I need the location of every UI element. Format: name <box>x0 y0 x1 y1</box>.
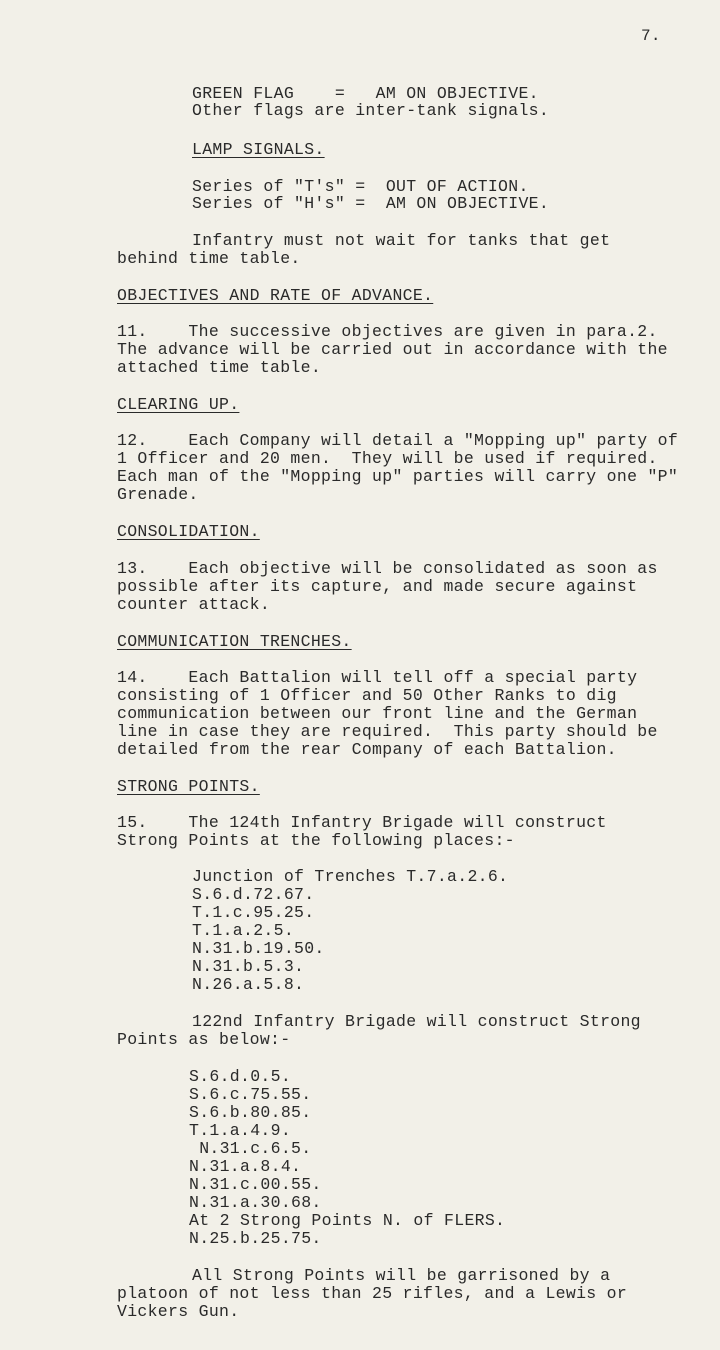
consolidation-paragraph-line: 13. Each objective will be consolidated as soon as <box>117 559 658 578</box>
flag-signal-line: GREEN FLAG = AM ON OBJECTIVE. <box>192 84 539 103</box>
strong-point-122-item: S.6.c.75.55. <box>189 1085 312 1104</box>
clearing-paragraph-line: Each man of the "Mopping up" parties will carry one "P" <box>117 467 679 486</box>
strong-point-124-item: S.6.d.72.67. <box>192 885 315 904</box>
flag-signal-line: Other flags are inter-tank signals. <box>192 101 550 120</box>
garrison-paragraph-line: All Strong Points will be garrisoned by a <box>192 1266 611 1285</box>
brigade-122-intro-line: 122nd Infantry Brigade will construct Strong <box>192 1012 641 1031</box>
clearing-paragraph-line: 12. Each Company will detail a "Mopping up" party of <box>117 431 679 450</box>
strong-point-124-item: N.31.b.5.3. <box>192 957 305 976</box>
strong-points-intro-line: Strong Points at the following places:- <box>117 831 515 850</box>
infantry-note-line: Infantry must not wait for tanks that get <box>192 231 611 250</box>
strong-point-122-item: At 2 Strong Points N. of FLERS. <box>189 1211 506 1230</box>
strong-point-122-item: N.31.a.30.68. <box>189 1193 322 1212</box>
communication-paragraph-line: line in case they are required. This party should be <box>117 722 658 741</box>
strong-point-122-item: S.6.b.80.85. <box>189 1103 312 1122</box>
strong-point-122-item: N.25.b.25.75. <box>189 1229 322 1248</box>
lamp-signal-line: Series of "H's" = AM ON OBJECTIVE. <box>192 194 550 213</box>
strong-point-124-item: N.31.b.19.50. <box>192 939 325 958</box>
communication-paragraph-line: consisting of 1 Officer and 50 Other Ranks to dig <box>117 686 617 705</box>
clearing-up-heading: CLEARING UP. <box>117 395 240 414</box>
garrison-paragraph-line: Vickers Gun. <box>117 1302 240 1321</box>
lamp-signals-heading: LAMP SIGNALS. <box>192 140 325 159</box>
strong-points-heading: STRONG POINTS. <box>117 777 260 796</box>
garrison-paragraph-line: platoon of not less than 25 rifles, and a Lewis or <box>117 1284 628 1303</box>
strong-point-124-item: Junction of Trenches T.7.a.2.6. <box>192 867 509 886</box>
strong-point-122-item: T.1.a.4.9. <box>189 1121 292 1140</box>
communication-trenches-heading: COMMUNICATION TRENCHES. <box>117 632 352 651</box>
strong-point-124-item: T.1.c.95.25. <box>192 903 315 922</box>
strong-point-122-item: N.31.a.8.4. <box>189 1157 302 1176</box>
brigade-122-intro-line: Points as below:- <box>117 1030 291 1049</box>
lamp-signal-line: Series of "T's" = OUT OF ACTION. <box>192 177 529 196</box>
clearing-paragraph-line: Grenade. <box>117 485 199 504</box>
objectives-paragraph-line: The advance will be carried out in accordance with the <box>117 340 668 359</box>
strong-points-intro-line: 15. The 124th Infantry Brigade will construct <box>117 813 607 832</box>
communication-paragraph-line: communication between our front line and the German <box>117 704 638 723</box>
page-number: 7. <box>641 27 661 45</box>
objectives-heading: OBJECTIVES AND RATE OF ADVANCE. <box>117 286 434 305</box>
strong-point-122-item: S.6.d.0.5. <box>189 1067 292 1086</box>
consolidation-paragraph-line: counter attack. <box>117 595 271 614</box>
objectives-paragraph-line: 11. The successive objectives are given in para.2. <box>117 322 658 341</box>
strong-point-124-item: T.1.a.2.5. <box>192 921 295 940</box>
infantry-note-line: behind time table. <box>117 249 301 268</box>
objectives-paragraph-line: attached time table. <box>117 358 322 377</box>
strong-point-122-item: N.31.c.6.5. <box>189 1139 312 1158</box>
consolidation-paragraph-line: possible after its capture, and made secure against <box>117 577 638 596</box>
communication-paragraph-line: 14. Each Battalion will tell off a special party <box>117 668 638 687</box>
strong-point-122-item: N.31.c.00.55. <box>189 1175 322 1194</box>
clearing-paragraph-line: 1 Officer and 20 men. They will be used if required. <box>117 449 658 468</box>
communication-paragraph-line: detailed from the rear Company of each Battalion. <box>117 740 617 759</box>
consolidation-heading: CONSOLIDATION. <box>117 522 260 541</box>
strong-point-124-item: N.26.a.5.8. <box>192 975 305 994</box>
